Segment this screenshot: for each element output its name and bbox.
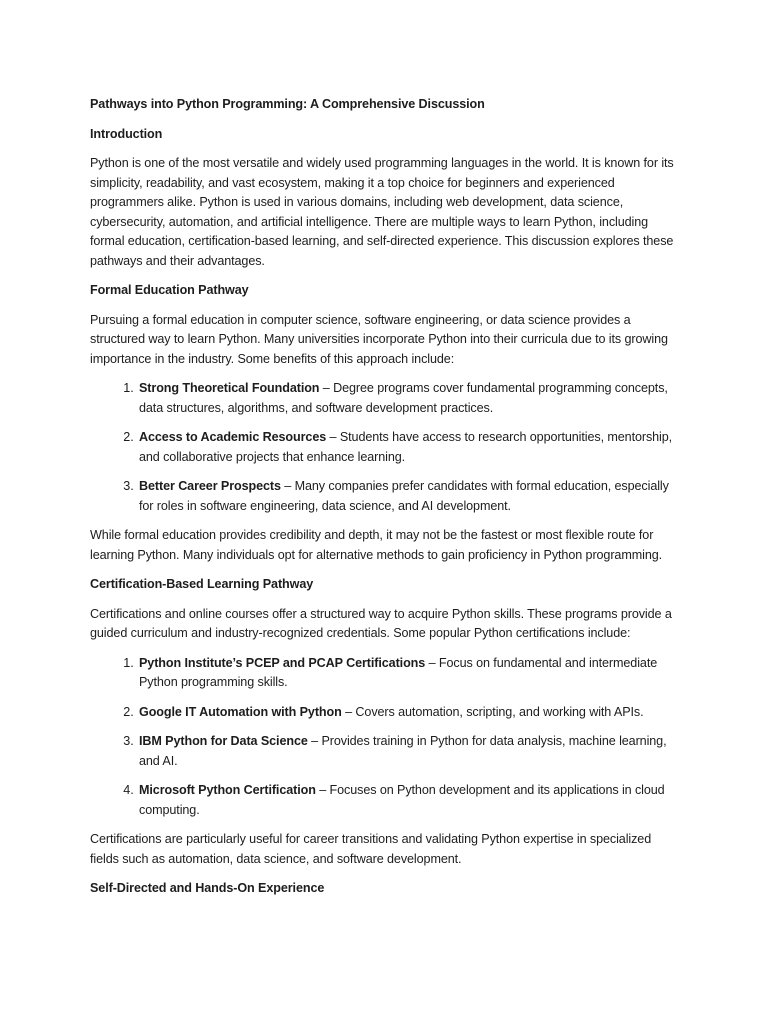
section-heading: Introduction xyxy=(90,126,163,141)
list-item-separator: – xyxy=(341,704,356,719)
list-item xyxy=(137,477,678,516)
list-item-description: Degree programs cover fundamental programming concepts, data structures, algorithms, and software development practices. xyxy=(139,381,668,415)
list-item-separator: – xyxy=(315,783,330,797)
list-item xyxy=(137,428,678,467)
list-item xyxy=(137,732,678,771)
list-item-term: Microsoft Python Certification xyxy=(139,783,316,797)
document-body xyxy=(90,125,678,899)
list-item-separator: – xyxy=(326,430,340,444)
paragraph: Pursuing a formal education in computer science, software engineering, or data science provides a structured way to learn Python. Many universities incorporate Python into their curricula due to its growing importance in the industry. Some benefits of this approach include: xyxy=(90,312,668,366)
list-item xyxy=(137,781,678,820)
list-item-description: Provides training in Python for data analysis, machine learning, and AI. xyxy=(139,734,667,768)
list-item xyxy=(137,654,678,693)
list-item xyxy=(137,703,678,723)
list-item-term: Better Career Prospects xyxy=(139,479,281,493)
list-item-separator: – xyxy=(307,734,322,748)
document-title: Pathways into Python Programming: A Comprehensive Discussion xyxy=(90,97,485,111)
list-item-term: Python Institute’s PCEP and PCAP Certifications xyxy=(139,655,426,670)
paragraph: Python is one of the most versatile and widely used programming languages in the world. It is known for its simplicity, readability, and vast ecosystem, making it a top choice for beginners and experienced programmers alike. Python is used in various domains, including web development, data science, cybersecurity, automation, and artificial intelligence. There are multiple ways to learn Python, including formal education, certification-based learning, and self-directed experience. This discussion explores these pathways and their advantages. xyxy=(90,156,674,268)
list-item-separator: – xyxy=(280,479,295,493)
paragraph: Certifications and online courses offer a structured way to acquire Python skills. These programs provide a guided curriculum and industry-recognized credentials. Some popular Python certifications include: xyxy=(90,606,672,640)
list-item-description: Covers automation, scripting, and working with APIs. xyxy=(355,704,644,719)
list-item-term: Google IT Automation with Python xyxy=(139,704,342,719)
list-item-term: Access to Academic Resources xyxy=(139,430,327,444)
section-heading: Certification-Based Learning Pathway xyxy=(90,577,314,591)
list-item-description: Many companies prefer candidates with formal education, especially for roles in software engineering, data science, and AI development. xyxy=(139,479,669,513)
list-item-separator: – xyxy=(425,655,439,670)
list-item-description: Focus on fundamental and intermediate Python programming skills. xyxy=(139,655,658,689)
list-item-description: Focuses on Python development and its applications in cloud computing. xyxy=(139,783,665,817)
section-heading: Formal Education Pathway xyxy=(90,283,249,297)
list-item-description: Students have access to research opportunities, mentorship, and collaborative projects that enhance learning. xyxy=(139,430,673,464)
section-heading: Self-Directed and Hands-On Experience xyxy=(90,881,325,895)
list-item xyxy=(137,379,678,418)
paragraph: While formal education provides credibility and depth, it may not be the fastest or most flexible route for learning Python. Many individuals opt for alternative methods to gain proficiency in Python programming. xyxy=(90,528,663,562)
list-item-term: Strong Theoretical Foundation xyxy=(139,381,320,395)
numbered-list xyxy=(90,654,678,821)
list-item-separator: – xyxy=(319,381,334,395)
list-item-term: IBM Python for Data Science xyxy=(139,734,308,748)
paragraph: Certifications are particularly useful for career transitions and validating Python expertise in specialized fields such as automation, data science, and software development. xyxy=(90,832,652,866)
numbered-list xyxy=(90,379,678,516)
